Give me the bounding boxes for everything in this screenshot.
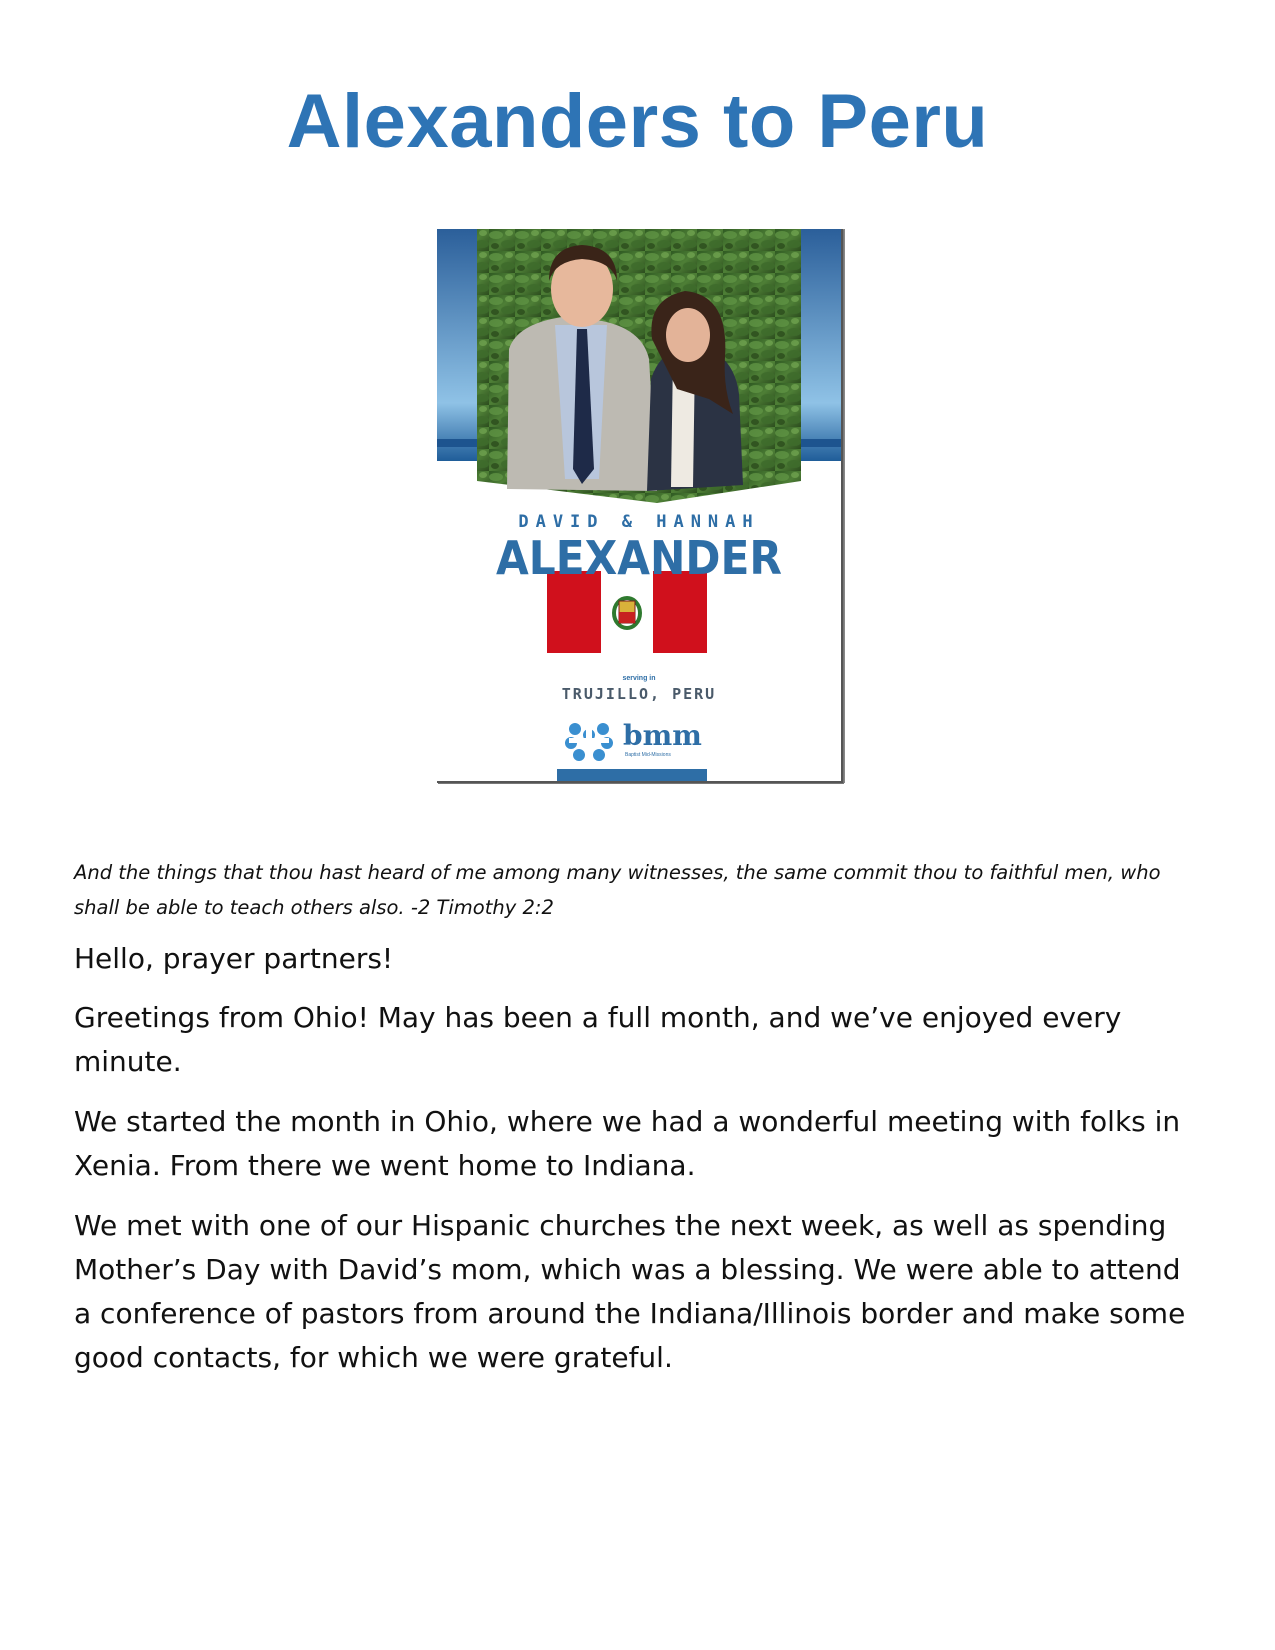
- page-title: Alexanders to Peru: [286, 79, 989, 164]
- card-location: TRUJILLO, PERU: [561, 685, 717, 703]
- card-logo-text: bmm: [623, 719, 702, 752]
- greeting-paragraph: Hello, prayer partners!: [74, 942, 394, 975]
- card-surname: ALEXANDER: [495, 531, 783, 585]
- card-names-line: DAVID & HANNAH: [518, 512, 760, 532]
- body-paragraph: We met with one of our Hispanic churches the next week, as well as spending Mother’s Day with David’s mom, which was a blessing. We were able to attend a conference of pastors from around the Indiana/Illinois border and make some good contacts, for which we were grateful.: [74, 1209, 1186, 1374]
- card-serving-label: serving in: [622, 675, 656, 682]
- card-logo-subtext: Baptist Mid-Missions: [625, 752, 671, 758]
- left-blue-panel: [437, 229, 477, 461]
- bmm-logo-icon: [565, 719, 613, 761]
- scripture-verse: And the things that thou hast heard of me among many witnesses, the same commit thou to faithful men, who shall be able to teach others also. -2 Timothy 2:2: [74, 861, 1161, 919]
- right-blue-panel: [801, 229, 841, 461]
- bottom-band: [557, 769, 707, 781]
- body-paragraph: We started the month in Ohio, where we had a wonderful meeting with folks in Xenia. From there we went home to Indiana.: [74, 1105, 1181, 1182]
- missionary-prayer-card: [437, 229, 843, 783]
- body-paragraph: Greetings from Ohio! May has been a full month, and we’ve enjoyed every minute.: [74, 1001, 1122, 1078]
